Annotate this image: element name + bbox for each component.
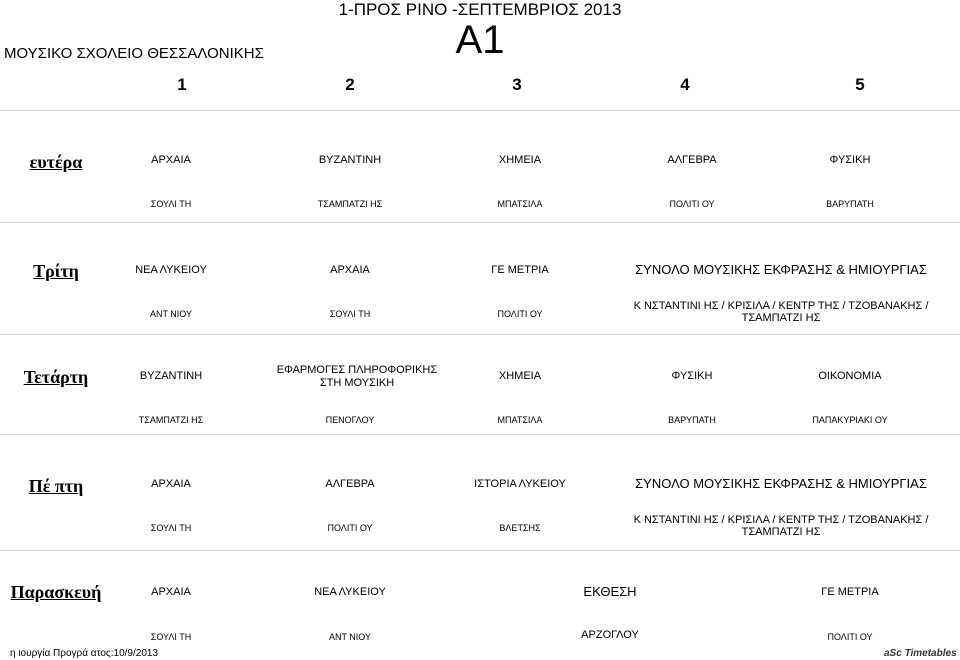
row-divider — [0, 110, 960, 111]
lesson-teacher: ΤΣΑΜΠΑΤΖΙ ΗΣ — [138, 415, 204, 425]
lesson-teacher: ΜΠΑΤΣΙΛΑ — [497, 415, 543, 425]
row-divider — [0, 222, 960, 223]
lesson-subject: ΑΡΧΑΙΑ — [151, 154, 191, 166]
lesson-subject: ΑΛΓΕΒΡΑ — [667, 154, 717, 166]
school-name: ΜΟΥΣΙΚΟ ΣΧΟΛΕΙΟ ΘΕΣΣΑΛΟΝΙΚΗΣ — [4, 45, 264, 62]
lesson-subject: ΦΥΣΙΚΗ — [829, 154, 871, 166]
day-label-tuesday: Τρίτη — [33, 261, 79, 281]
lesson-subject: ΑΡΧΑΙΑ — [151, 586, 191, 598]
lesson-teacher: ΒΑΡΥΠΑΤΗ — [668, 415, 716, 425]
lesson-subject: ΑΡΧΑΙΑ — [151, 478, 191, 490]
lesson-subject: ΙΣΤΟΡΙΑ ΛΥΚΕΙΟΥ — [474, 478, 566, 490]
lesson-teacher: ΒΛΕΤΣΗΣ — [499, 523, 541, 533]
lesson-subject: ΓΕ ΜΕΤΡΙΑ — [821, 586, 879, 598]
period-header-5: 5 — [855, 75, 865, 94]
timetable-title: 1-ΠΡΟΣ ΡΙΝΟ -ΣΕΠΤΕΜΒΡΙΟΣ 2013 — [338, 0, 622, 19]
lesson-subject: ΕΦΑΡΜΟΓΕΣ ΠΛΗΡΟΦΟΡΙΚΗΣ ΣΤΗ ΜΟΥΣΙΚΗ — [276, 364, 438, 389]
day-label-wednesday: Τετάρτη — [23, 367, 89, 387]
lesson-teacher: ΣΟΥΛΙ ΤΗ — [329, 309, 371, 319]
lesson-subject: ΦΥΣΙΚΗ — [671, 370, 713, 382]
lesson-teacher: ΑΝΤ ΝΙΟΥ — [328, 632, 372, 642]
lesson-teacher: ΒΑΡΥΠΑΤΗ — [826, 199, 874, 209]
lesson-teacher: ΤΣΑΜΠΑΤΖΙ ΗΣ — [317, 199, 383, 209]
brand-label: aSc Timetables — [884, 648, 957, 659]
lesson-teacher: ΠΟΛΙΤΙ ΟΥ — [669, 199, 715, 209]
class-name: A1 — [455, 18, 505, 62]
lesson-teacher: ΠΟΛΙΤΙ ΟΥ — [497, 309, 543, 319]
period-header-2: 2 — [345, 75, 355, 94]
lesson-teacher: ΣΟΥΛΙ ΤΗ — [150, 523, 192, 533]
lesson-subject: ΑΡΧΑΙΑ — [330, 264, 370, 276]
lesson-teacher-group: Κ ΝΣΤΑΝΤΙΝΙ ΗΣ / ΚΡΙΣΙΛΑ / ΚΕΝΤΡ ΤΗΣ / ΤΖΟΒΑΝΑΚΗΣ / ΤΣΑΜΠΑΤΖΙ ΗΣ — [633, 514, 929, 538]
lesson-subject: ΝΕΑ ΛΥΚΕΙΟΥ — [135, 264, 207, 276]
lesson-subject: ΒΥΖΑΝΤΙΝΗ — [318, 154, 382, 166]
lesson-subject: ΧΗΜΕΙΑ — [498, 154, 542, 166]
lesson-teacher-group: Κ ΝΣΤΑΝΤΙΝΙ ΗΣ / ΚΡΙΣΙΛΑ / ΚΕΝΤΡ ΤΗΣ / ΤΖΟΒΑΝΑΚΗΣ / ΤΣΑΜΠΑΤΖΙ ΗΣ — [633, 300, 929, 324]
lesson-teacher: ΠΟΛΙΤΙ ΟΥ — [827, 632, 873, 642]
lesson-teacher: ΑΝΤ ΝΙΟΥ — [149, 309, 193, 319]
row-divider — [0, 334, 960, 335]
lesson-teacher: ΜΠΑΤΣΙΛΑ — [497, 199, 543, 209]
lesson-subject: ΓΕ ΜΕΤΡΙΑ — [491, 264, 549, 276]
lesson-teacher: ΠΟΛΙΤΙ ΟΥ — [327, 523, 373, 533]
lesson-subject: ΝΕΑ ΛΥΚΕΙΟΥ — [314, 586, 386, 598]
lesson-subject-double: ΣΥΝΟΛΟ ΜΟΥΣΙΚΗΣ ΕΚΦΡΑΣΗΣ & ΗΜΙΟΥΡΓΙΑΣ — [635, 262, 927, 277]
lesson-subject: ΒΥΖΑΝΤΙΝΗ — [139, 370, 203, 382]
period-header-1: 1 — [177, 75, 187, 94]
lesson-teacher: ΣΟΥΛΙ ΤΗ — [150, 632, 192, 642]
lesson-subject: ΟΙΚΟΝΟΜΙΑ — [818, 370, 882, 382]
lesson-teacher: ΠΕΝΟΓΛΟΥ — [325, 415, 375, 425]
period-header-4: 4 — [680, 75, 690, 94]
day-label-thursday: Πέ πτη — [28, 476, 84, 496]
lesson-teacher: ΑΡΖΟΓΛΟΥ — [581, 629, 639, 641]
lesson-subject: ΑΛΓΕΒΡΑ — [325, 478, 375, 490]
lesson-teacher: ΣΟΥΛΙ ΤΗ — [150, 199, 192, 209]
lesson-teacher: ΠΑΠΑΚΥΡΙΑΚΙ ΟΥ — [812, 415, 888, 425]
day-label-monday: ευτέρα — [29, 152, 83, 172]
lesson-subject-double: ΣΥΝΟΛΟ ΜΟΥΣΙΚΗΣ ΕΚΦΡΑΣΗΣ & ΗΜΙΟΥΡΓΙΑΣ — [635, 476, 927, 491]
lesson-subject: ΧΗΜΕΙΑ — [498, 370, 542, 382]
row-divider — [0, 550, 960, 551]
period-header-3: 3 — [512, 75, 522, 94]
creation-date: η ιουργία Προγρά ατος:10/9/2013 — [10, 648, 159, 659]
day-label-friday: Παρασκευή — [10, 582, 102, 602]
row-divider — [0, 434, 960, 435]
lesson-subject-double: ΕΚΘΕΣΗ — [583, 584, 637, 599]
